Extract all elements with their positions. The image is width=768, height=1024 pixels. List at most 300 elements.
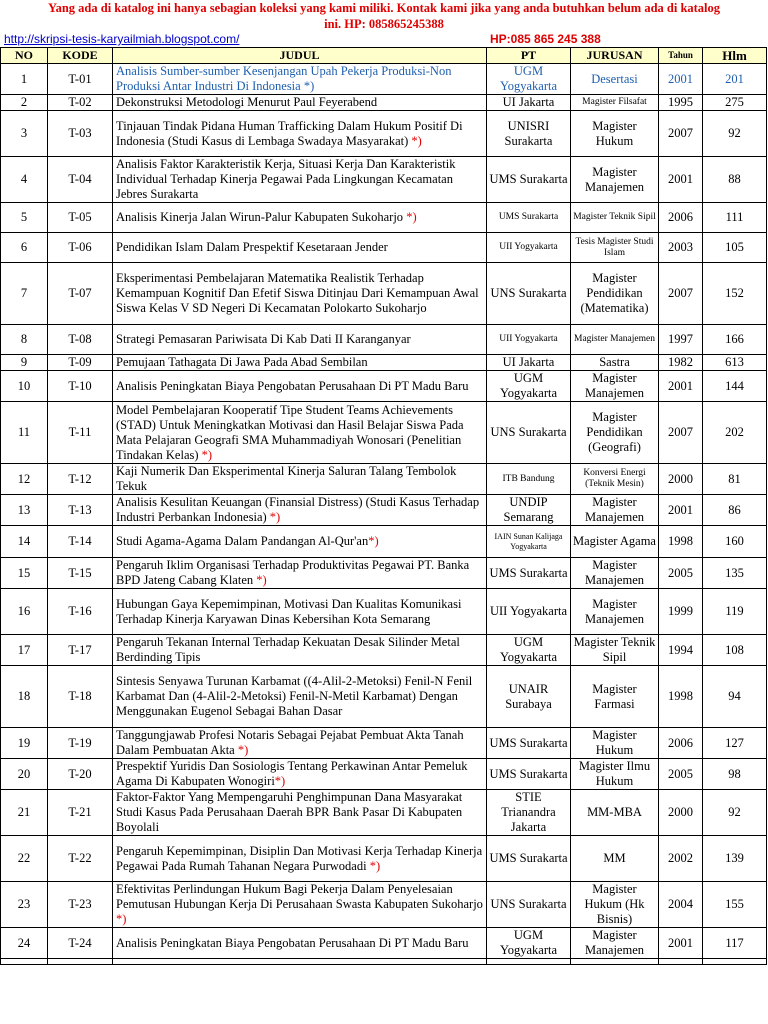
no-cell <box>1 635 48 666</box>
kode-cell-text: T-14 <box>68 534 92 548</box>
pt-cell <box>487 666 571 728</box>
no-cell-text: 1 <box>20 71 28 86</box>
tahun-cell <box>659 325 703 355</box>
no-cell-text: 17 <box>17 642 31 657</box>
kode-cell <box>48 157 113 203</box>
no-cell <box>1 526 48 558</box>
pt-cell-text: UNISRI Surakarta <box>504 118 553 148</box>
jurusan-cell-text: Desertasi <box>591 71 638 86</box>
tahun-cell-text: 2006 <box>668 735 693 750</box>
pt-cell <box>487 635 571 666</box>
table-row <box>1 464 767 495</box>
hlm-cell-text: 144 <box>725 378 744 393</box>
hlm-cell-text: 111 <box>725 210 744 224</box>
needs-note-marker: *) <box>368 534 379 548</box>
tahun-cell-text: 2000 <box>668 471 693 486</box>
judul-cell <box>113 95 487 111</box>
header-no: NO <box>1 48 48 64</box>
judul-cell-text: Faktor-Faktor Yang Mempengaruhi Penghimpunan Dana Masyarakat Studi Kasus Pada Perusahaan Daerah BPR Bank Pasar Di Kabupaten Boyolali <box>116 790 463 834</box>
hlm-cell-text: 135 <box>725 565 744 580</box>
kode-cell-text: T-06 <box>68 240 92 254</box>
pt-cell <box>487 402 571 464</box>
tahun-cell <box>659 64 703 95</box>
judul-cell <box>113 64 487 95</box>
hlm-cell-text: 202 <box>725 425 744 439</box>
kode-cell <box>48 635 113 666</box>
kode-cell-text: T-16 <box>68 604 92 618</box>
no-cell-text: 24 <box>17 935 31 950</box>
kode-cell <box>48 790 113 836</box>
needs-note-marker: *) <box>366 858 381 873</box>
header-kode: KODE <box>48 48 113 64</box>
hlm-cell-text: 86 <box>728 502 741 517</box>
tahun-cell-text: 1982 <box>668 355 693 369</box>
jurusan-cell-text: Sastra <box>599 355 630 369</box>
tahun-cell <box>659 635 703 666</box>
hlm-cell <box>703 64 767 95</box>
no-cell-text: 4 <box>20 172 28 186</box>
no-cell-text: 11 <box>17 425 31 439</box>
notice-line-2: ini. HP: 085865245388 <box>324 17 444 31</box>
catalog-table <box>0 47 767 965</box>
pt-cell <box>487 790 571 836</box>
tahun-cell-text: 1999 <box>668 604 693 618</box>
judul-cell-text: Strategi Pemasaran Pariwisata Di Kab Dati II Karanganyar <box>116 332 411 346</box>
tahun-cell <box>659 882 703 928</box>
no-cell-text: 13 <box>17 502 31 517</box>
table-row <box>1 64 767 95</box>
tahun-cell <box>659 728 703 759</box>
pt-cell <box>487 728 571 759</box>
kode-cell <box>48 111 113 157</box>
hlm-cell-text: 275 <box>725 95 744 109</box>
pt-cell <box>487 836 571 882</box>
jurusan-cell-text: Magister Manajemen <box>584 596 644 626</box>
tahun-cell <box>659 666 703 728</box>
jurusan-cell-text: Magister Manajemen <box>584 371 644 400</box>
jurusan-cell-text: Magister Farmasi <box>592 681 637 711</box>
kode-cell <box>48 371 113 402</box>
tahun-cell <box>659 263 703 325</box>
jurusan-cell <box>571 728 659 759</box>
table-row <box>1 790 767 836</box>
catalog-notice <box>0 0 768 32</box>
judul-cell <box>113 790 487 836</box>
pt-cell <box>487 928 571 959</box>
kode-cell <box>48 759 113 790</box>
kode-cell <box>48 464 113 495</box>
needs-note-marker: *) <box>198 447 213 462</box>
no-cell-text: 3 <box>20 126 28 140</box>
kode-cell <box>48 263 113 325</box>
kode-cell-text: T-22 <box>68 851 92 865</box>
no-cell-text: 18 <box>17 689 31 703</box>
judul-cell-text: Tinjauan Tindak Pidana Human Trafficking Dalam Hukum Positif Di Indonesia (Studi Kasus di Lembaga Swadaya Masyarakat) <box>116 118 463 148</box>
tahun-cell <box>659 371 703 402</box>
hlm-cell <box>703 325 767 355</box>
tahun-cell-text: 2001 <box>668 502 693 517</box>
no-cell-text: 16 <box>17 604 31 618</box>
empty-cell <box>48 959 113 965</box>
jurusan-cell-text: Magister Manajemen <box>584 164 644 194</box>
kode-cell <box>48 666 113 728</box>
table-header <box>1 48 767 64</box>
pt-cell <box>487 759 571 790</box>
judul-cell <box>113 836 487 882</box>
tahun-cell-text: 2007 <box>668 126 693 140</box>
tahun-cell <box>659 355 703 371</box>
table-row <box>1 111 767 157</box>
tahun-cell-text: 2001 <box>668 378 693 393</box>
kode-cell-text: T-04 <box>68 172 92 186</box>
no-cell <box>1 95 48 111</box>
kode-cell-text: T-20 <box>68 766 92 781</box>
judul-cell <box>113 355 487 371</box>
pt-cell <box>487 558 571 589</box>
judul-cell-text: Pengaruh Kepemimpinan, Disiplin Dan Motivasi Kerja Terhadap Kinerja Pegawai Pada Rumah Tahanan Negara Purwodadi <box>116 843 483 873</box>
no-cell <box>1 495 48 526</box>
kode-cell <box>48 526 113 558</box>
judul-cell-text: Analisis Kinerja Jalan Wirun-Palur Kabupaten Sukoharjo <box>116 210 404 224</box>
no-cell-text: 20 <box>17 766 31 781</box>
kode-cell <box>48 728 113 759</box>
pt-cell-text: IAIN Sunan Kalijaga Yogyakarta <box>494 532 563 551</box>
hlm-cell-text: 201 <box>725 71 744 86</box>
hlm-cell <box>703 928 767 959</box>
tahun-cell <box>659 402 703 464</box>
kode-cell-text: T-21 <box>68 805 92 819</box>
kode-cell-text: T-24 <box>68 935 92 950</box>
hlm-cell-text: 117 <box>725 935 744 950</box>
hlm-cell <box>703 790 767 836</box>
hlm-cell-text: 98 <box>728 766 741 781</box>
header-judul: JUDUL <box>113 48 487 64</box>
no-cell-text: 21 <box>17 805 31 819</box>
tahun-cell <box>659 790 703 836</box>
no-cell <box>1 928 48 959</box>
jurusan-cell-text: Magister Manajemen <box>574 334 655 344</box>
hlm-cell <box>703 882 767 928</box>
header-pt: PT <box>487 48 571 64</box>
empty-cell <box>487 959 571 965</box>
no-cell <box>1 64 48 95</box>
kode-cell-text: T-15 <box>68 565 92 580</box>
tahun-cell-text: 2007 <box>668 286 693 300</box>
hlm-cell-text: 81 <box>728 471 741 486</box>
tahun-cell <box>659 558 703 589</box>
pt-cell-text: UII Yogyakarta <box>499 242 558 252</box>
no-cell-text: 22 <box>17 851 31 865</box>
no-cell <box>1 558 48 589</box>
no-cell <box>1 728 48 759</box>
hlm-cell-text: 94 <box>728 689 741 703</box>
pt-cell <box>487 371 571 402</box>
judul-cell-text: Eksperimentasi Pembelajaran Matematika Realistik Terhadap Kemampuan Kognitif Dan Efetif Siswa Ditinjau Dari Kemampuan Awal Siswa Kelas V SD Negeri Di Kecamatan Polokarto Sukoharjo <box>116 271 479 315</box>
needs-note-marker: *) <box>116 912 127 926</box>
pt-cell <box>487 589 571 635</box>
table-row <box>1 759 767 790</box>
jurusan-cell-text: Magister Manajemen <box>584 558 644 587</box>
jurusan-cell-text: Magister Hukum <box>592 118 637 148</box>
pt-cell-text: UNAIR Surabaya <box>505 681 552 711</box>
kode-cell-text: T-02 <box>68 95 92 109</box>
judul-cell <box>113 233 487 263</box>
kode-cell-text: T-08 <box>68 332 92 346</box>
tahun-cell <box>659 759 703 790</box>
judul-cell-text: Prespektif Yuridis Dan Sosiologis Tentang Perkawinan Antar Pemeluk Agama Di Kabupaten Wonogiri <box>116 759 468 788</box>
judul-cell <box>113 325 487 355</box>
tahun-cell <box>659 589 703 635</box>
header-tahun: Tahun <box>659 48 703 64</box>
kode-cell-text: T-11 <box>68 425 92 439</box>
no-cell-text: 6 <box>20 240 28 254</box>
hlm-cell <box>703 495 767 526</box>
jurusan-cell <box>571 589 659 635</box>
tahun-cell <box>659 526 703 558</box>
pt-cell-text: UMS Surakarta <box>489 766 568 781</box>
tahun-cell <box>659 111 703 157</box>
no-cell <box>1 836 48 882</box>
judul-cell <box>113 759 487 790</box>
table-row <box>1 928 767 959</box>
kode-cell <box>48 355 113 371</box>
hlm-cell-text: 108 <box>725 642 744 657</box>
no-cell-text: 19 <box>17 735 31 750</box>
needs-note-marker: *) <box>403 210 417 224</box>
hlm-cell-text: 166 <box>725 332 744 346</box>
hlm-cell-text: 105 <box>725 240 744 254</box>
pt-cell <box>487 95 571 111</box>
hlm-cell <box>703 836 767 882</box>
judul-cell-text: Kaji Numerik Dan Eksperimental Kinerja Saluran Talang Tembolok Tekuk <box>116 464 457 493</box>
no-cell-text: 5 <box>20 210 28 224</box>
hlm-cell <box>703 233 767 263</box>
hlm-cell-text: 92 <box>728 805 741 819</box>
tahun-cell <box>659 836 703 882</box>
tahun-cell <box>659 928 703 959</box>
pt-cell <box>487 263 571 325</box>
pt-cell <box>487 355 571 371</box>
no-cell <box>1 402 48 464</box>
url-row <box>0 31 768 47</box>
table-row <box>1 263 767 325</box>
phone-number: HP:085 865 245 388 <box>490 32 601 46</box>
judul-cell-text: Tanggungjawab Profesi Notaris Sebagai Pejabat Pembuat Akta Tanah Dalam Pembuatan Akta <box>116 728 464 757</box>
kode-cell <box>48 402 113 464</box>
no-cell-text: 15 <box>17 565 31 580</box>
pt-cell-text: UMS Surakarta <box>489 565 568 580</box>
jurusan-cell <box>571 882 659 928</box>
jurusan-cell <box>571 233 659 263</box>
judul-cell <box>113 589 487 635</box>
hlm-cell <box>703 157 767 203</box>
jurusan-cell-text: Magister Pendidikan (Matematika) <box>580 271 649 315</box>
kode-cell-text: T-12 <box>68 471 92 486</box>
judul-cell <box>113 464 487 495</box>
hlm-cell-text: 160 <box>725 534 744 548</box>
pt-cell-text: ITB Bandung <box>502 473 555 484</box>
tahun-cell-text: 2002 <box>668 851 693 865</box>
table-row <box>1 355 767 371</box>
tahun-cell <box>659 157 703 203</box>
tahun-cell-text: 2001 <box>668 172 693 186</box>
hlm-cell-text: 88 <box>728 172 741 186</box>
no-cell-text: 8 <box>20 332 28 346</box>
hlm-cell-text: 139 <box>725 851 744 865</box>
kode-cell-text: T-05 <box>68 210 92 224</box>
kode-cell-text: T-19 <box>68 735 92 750</box>
hlm-cell <box>703 371 767 402</box>
no-cell <box>1 111 48 157</box>
hlm-cell-text: 155 <box>725 897 744 911</box>
pt-cell-text: UGM Yogyakarta <box>499 928 558 957</box>
judul-cell <box>113 402 487 464</box>
kode-cell <box>48 325 113 355</box>
hlm-cell <box>703 402 767 464</box>
judul-cell-text: Pendidikan Islam Dalam Prespektif Kesetaraan Jender <box>116 240 388 254</box>
pt-cell-text: UI Jakarta <box>502 95 555 109</box>
no-cell-text: 10 <box>17 378 31 393</box>
jurusan-cell <box>571 64 659 95</box>
judul-cell <box>113 203 487 233</box>
no-cell-text: 2 <box>20 95 28 109</box>
hlm-cell-text: 119 <box>725 604 744 618</box>
tahun-cell <box>659 203 703 233</box>
pt-cell-text: UNDIP Semarang <box>503 495 554 524</box>
kode-cell-text: T-03 <box>68 126 92 140</box>
pt-cell <box>487 203 571 233</box>
no-cell-text: 12 <box>17 471 31 486</box>
pt-cell <box>487 325 571 355</box>
pt-cell-text: UMS Surakarta <box>489 172 568 186</box>
jurusan-cell-text: Magister Ilmu Hukum <box>578 759 651 788</box>
judul-cell <box>113 526 487 558</box>
hlm-cell <box>703 355 767 371</box>
hlm-cell <box>703 95 767 111</box>
jurusan-cell-text: Magister Pendidikan (Geografi) <box>586 410 643 454</box>
kode-cell-text: T-07 <box>68 286 92 300</box>
jurusan-cell <box>571 495 659 526</box>
no-cell <box>1 355 48 371</box>
table-row <box>1 589 767 635</box>
jurusan-cell-text: Magister Manajemen <box>584 495 644 524</box>
jurusan-cell <box>571 402 659 464</box>
judul-cell-text: Pengaruh Iklim Organisasi Terhadap Produktivitas Pegawai PT. Banka BPD Jateng Cabang Klaten <box>116 558 470 587</box>
pt-cell-text: UMS Surakarta <box>498 212 559 222</box>
judul-cell <box>113 728 487 759</box>
needs-note-marker: *) <box>266 510 281 524</box>
jurusan-cell <box>571 157 659 203</box>
judul-cell-text: Analisis Sumber-sumber Kesenjangan Upah Pekerja Produksi-Non Produksi Antar Industri Di Indonesia *) <box>116 64 452 93</box>
jurusan-cell-text: Magister Teknik Sipil <box>573 212 656 222</box>
jurusan-cell <box>571 928 659 959</box>
jurusan-cell-text: Magister Filsafat <box>582 97 647 107</box>
tahun-cell-text: 2000 <box>668 805 693 819</box>
no-cell <box>1 666 48 728</box>
hlm-cell-text: 613 <box>725 355 744 369</box>
tahun-cell-text: 1995 <box>668 95 693 109</box>
jurusan-cell-text: Magister Hukum <box>592 728 637 757</box>
kode-cell <box>48 64 113 95</box>
header-hlm: Hlm <box>703 48 767 64</box>
table-row <box>1 526 767 558</box>
kode-cell <box>48 882 113 928</box>
notice-line-1: Yang ada di katalog ini hanya sebagian koleksi yang kami miliki. Kontak kami jika yang anda butuhkan belum ada di katalog <box>47 1 721 15</box>
hlm-cell <box>703 728 767 759</box>
jurusan-cell-text: Magister Teknik Sipil <box>573 635 656 664</box>
table-row <box>1 728 767 759</box>
pt-cell <box>487 526 571 558</box>
table-row <box>1 325 767 355</box>
judul-cell-text: Dekonstruksi Metodologi Menurut Paul Feyerabend <box>116 95 378 109</box>
blog-link[interactable]: http://skripsi-tesis-karyailmiah.blogspot.com/ <box>4 32 240 46</box>
judul-cell <box>113 882 487 928</box>
no-cell <box>1 589 48 635</box>
pt-cell-text: UII Yogyakarta <box>489 604 568 618</box>
judul-cell <box>113 263 487 325</box>
tahun-cell-text: 2005 <box>668 766 693 781</box>
empty-cell <box>659 959 703 965</box>
hlm-cell <box>703 203 767 233</box>
kode-cell <box>48 203 113 233</box>
jurusan-cell <box>571 790 659 836</box>
table-row <box>1 882 767 928</box>
pt-cell-text: UGM Yogyakarta <box>499 635 558 664</box>
no-cell-text: 7 <box>20 286 28 300</box>
jurusan-cell <box>571 836 659 882</box>
jurusan-cell <box>571 95 659 111</box>
tahun-cell-text: 2007 <box>668 425 693 439</box>
table-row <box>1 233 767 263</box>
judul-cell <box>113 635 487 666</box>
tahun-cell <box>659 95 703 111</box>
kode-cell <box>48 495 113 526</box>
judul-cell-text: Pengaruh Tekanan Internal Terhadap Kekuatan Desak Silinder Metal Berdinding Tipis <box>116 635 460 664</box>
no-cell-text: 23 <box>17 897 31 911</box>
jurusan-cell <box>571 263 659 325</box>
kode-cell <box>48 233 113 263</box>
tahun-cell-text: 2003 <box>668 240 693 254</box>
judul-cell <box>113 371 487 402</box>
pt-cell <box>487 233 571 263</box>
no-cell <box>1 263 48 325</box>
hlm-cell <box>703 635 767 666</box>
header-jurusan: JURUSAN <box>571 48 659 64</box>
jurusan-cell-text: Konversi Energi (Teknik Mesin) <box>583 468 646 489</box>
no-cell-text: 14 <box>17 534 31 548</box>
tahun-cell-text: 2004 <box>668 897 693 911</box>
pt-cell <box>487 157 571 203</box>
judul-cell <box>113 111 487 157</box>
jurusan-cell <box>571 464 659 495</box>
table-row <box>1 635 767 666</box>
kode-cell <box>48 558 113 589</box>
tahun-cell-text: 1998 <box>668 689 693 703</box>
judul-cell <box>113 495 487 526</box>
hlm-cell <box>703 759 767 790</box>
needs-note-marker: *) <box>274 774 286 788</box>
judul-cell <box>113 157 487 203</box>
pt-cell-text: UGM Yogyakarta <box>499 64 558 93</box>
judul-cell-text: Analisis Peningkatan Biaya Pengobatan Perusahaan Di PT Madu Baru <box>116 935 469 950</box>
kode-cell <box>48 589 113 635</box>
table-row <box>1 558 767 589</box>
tahun-cell-text: 1998 <box>668 534 693 548</box>
table-row-partial <box>1 959 767 965</box>
pt-cell-text: UNS Surakarta <box>490 425 567 439</box>
no-cell <box>1 203 48 233</box>
pt-cell-text: UII Yogyakarta <box>499 334 558 344</box>
